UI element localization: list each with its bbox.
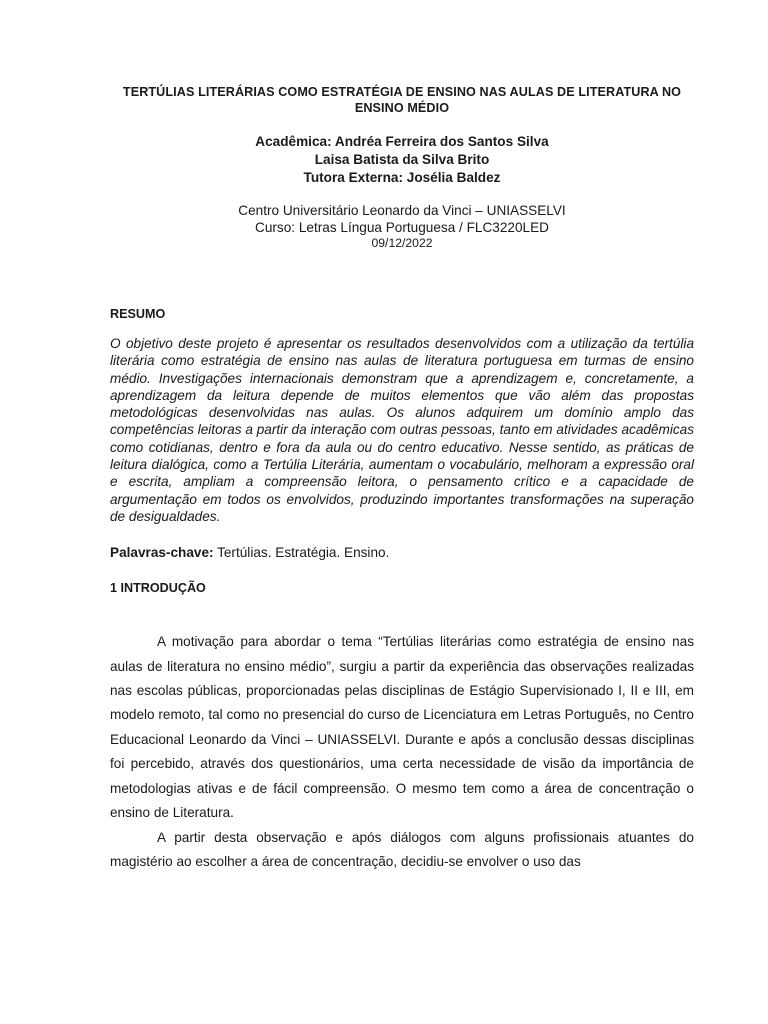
document-page: [110, 84, 694, 874]
keywords-label: Palavras-chave:: [110, 545, 214, 561]
author-line-3: Tutora Externa: Josélia Baldez: [303, 170, 501, 185]
course: Curso: Letras Língua Portuguesa / FLC3220LED: [255, 220, 549, 235]
date: 09/12/2022: [371, 236, 433, 250]
introduction-heading: 1 INTRODUÇÃO: [110, 581, 206, 596]
institution: Centro Universitário Leonardo da Vinci – UNIASSELVI: [238, 203, 566, 218]
author-block: [110, 133, 694, 187]
introduction-body: [110, 630, 694, 874]
paper-title: TERTÚLIAS LITERÁRIAS COMO ESTRATÉGIA DE ENSINO NAS AULAS DE LITERATURA NO ENSINO MÉDIO: [122, 85, 682, 115]
author-line-1: Acadêmica: Andréa Ferreira dos Santos Silva: [255, 134, 549, 149]
abstract-heading: RESUMO: [110, 307, 166, 321]
abstract-text: O objetivo deste projeto é apresentar os resultados desenvolvidos com a utilização da tertúlia literária como estratégia de ensino nas aulas de literatura portuguesa em turmas de ensino médio. Investigações internacionais demonstram que a aprendizagem e, concretamente, a aprendizagem da leitura depende de muitos elementos que vão além das propostas metodológicas desenvolvidas nas aulas. Os alunos adquirem um domínio amplo das competências leitoras a partir da interação com outras pessoas, tanto em atividades acadêmicas como cotidianas, dentro e fora da aula ou do centro educativo. Nesse sentido, as práticas de leitura dialógica, como a Tertúlia Literária, aumentam o vocabulário, melhoram a expressão oral e escrita, ampliam a compreensão leitora, o pensamento crítico e a capacidade de argumentação em todos os envolvidos, produzindo importantes transformações na superação de desigualdades.: [110, 336, 694, 524]
affiliation-block: [110, 202, 694, 250]
keywords-text: Tertúlias. Estratégia. Ensino.: [217, 545, 390, 561]
author-line-2: Laisa Batista da Silva Brito: [314, 152, 490, 167]
keywords: [110, 544, 694, 561]
paragraph: A motivação para abordar o tema “Tertúlias literárias como estratégia de ensino nas aulas de literatura no ensino médio”, surgiu a partir da experiência das observações realizadas nas escolas públicas, proporcionadas pelas disciplinas de Estágio Supervisionado I, II e III, em modelo remoto, tal como no presencial do curso de Licenciatura em Letras Português, no Centro Educacional Leonardo da Vinci – UNIASSELVI. Durante e após a conclusão dessas disciplinas foi percebido, através dos questionários, uma certa necessidade de visão da importância de metodologias ativas e de fácil compreensão. O mesmo tem como a área de concentração o ensino de Literatura.: [110, 634, 694, 821]
paragraph: A partir desta observação e após diálogos com alguns profissionais atuantes do magistério ao escolher a área de concentração, decidiu-se envolver o uso das: [110, 829, 694, 869]
